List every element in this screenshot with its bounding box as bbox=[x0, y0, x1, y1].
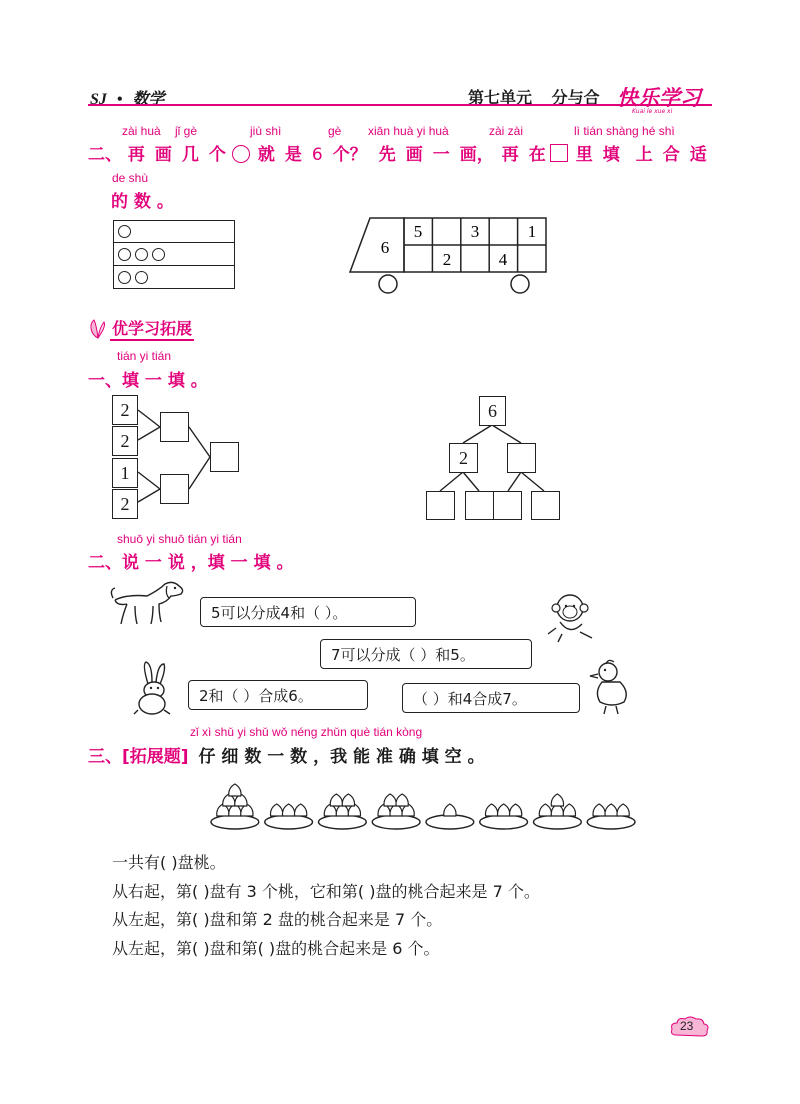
circle-icon bbox=[118, 271, 131, 284]
right-tree-top-box: 6 bbox=[479, 396, 506, 426]
s2-pinyin-1: zài huà bbox=[122, 124, 161, 138]
right-tree-mid-left-box: 2 bbox=[449, 443, 478, 473]
s2-w19: 合 bbox=[662, 145, 680, 165]
peach-icon bbox=[510, 804, 522, 816]
logo-text: SJ bbox=[90, 91, 107, 108]
question-4: 从左起，第( )盘和第( )盘的桃合起来是 6 个。 bbox=[112, 939, 440, 958]
s2-w10: 画 bbox=[405, 145, 423, 165]
p3-tag-wrap: [拓展题] bbox=[122, 747, 189, 767]
s2-line1 bbox=[128, 145, 707, 165]
train-figure bbox=[348, 215, 553, 297]
peach-icon bbox=[342, 794, 354, 806]
s2-w17: 填 bbox=[602, 145, 620, 165]
peach-plate bbox=[587, 804, 635, 829]
left-tree-box-1[interactable]: 2 bbox=[112, 395, 138, 425]
s2-w14: 在 bbox=[528, 145, 546, 165]
right-tree-leaf-3[interactable] bbox=[493, 491, 522, 520]
question-2: 从右起，第( )盘有 3 个桃，它和第( )盘的桃合起来是 7 个。 bbox=[112, 882, 540, 901]
s2-w3: 个 bbox=[208, 145, 226, 165]
s2-line2: 的 数 。 bbox=[111, 192, 174, 212]
p1-title: 填 一 填 。 bbox=[122, 371, 208, 391]
unit-topic: 分与合 bbox=[551, 88, 600, 107]
s2-pinyin-line2: de shù bbox=[112, 171, 149, 185]
circle-icon bbox=[232, 145, 250, 163]
question-1: 一共有( )盘桃。 bbox=[112, 853, 226, 872]
s2-w18: 上 bbox=[635, 145, 653, 165]
peach-plate bbox=[319, 794, 367, 829]
peach-plate bbox=[426, 804, 474, 829]
subject-label: 数学 bbox=[132, 91, 165, 108]
right-tree-leaf-4[interactable] bbox=[531, 491, 560, 520]
expansion-title bbox=[110, 316, 194, 341]
s2-w0: 再 bbox=[127, 145, 145, 165]
circle-icon bbox=[118, 248, 131, 261]
s2-pinyin-3: jiù shì bbox=[250, 124, 282, 138]
bubble-2[interactable] bbox=[320, 639, 532, 669]
bubble-1-text: 5可以分成4和（ ）。 bbox=[211, 603, 348, 622]
peach-icon bbox=[605, 804, 617, 816]
circle-icon bbox=[118, 225, 131, 238]
left-tree-result-box[interactable] bbox=[210, 442, 239, 472]
p3-number: 三、 bbox=[88, 747, 122, 767]
p2-pinyin: shuō yi shuō tián yi tián bbox=[117, 532, 242, 546]
peach-icon bbox=[593, 804, 605, 816]
s2-w9: 先 bbox=[378, 145, 396, 165]
p3-title-line bbox=[88, 742, 485, 767]
unit-number: 第七单元 bbox=[468, 88, 533, 107]
peach-icon bbox=[539, 804, 551, 816]
s2-w13: 再 bbox=[501, 145, 519, 165]
peach-icon bbox=[295, 804, 307, 816]
left-tree-mid-box-1[interactable] bbox=[160, 412, 189, 442]
s2-pinyin-7: lì tián shàng hé shì bbox=[574, 124, 675, 138]
page-number: 23 bbox=[680, 1019, 694, 1033]
monkey-icon bbox=[542, 592, 598, 644]
brand-text: 快乐学习 bbox=[617, 86, 701, 110]
butterfly-icon bbox=[88, 318, 108, 340]
s2-w8: 个？ bbox=[332, 145, 367, 165]
peach-plate bbox=[480, 804, 528, 829]
s2-w12: 画， bbox=[459, 145, 494, 165]
bubble-3[interactable] bbox=[188, 680, 368, 710]
wheel-right-icon bbox=[511, 275, 529, 293]
s2-pinyin-4: gè bbox=[328, 124, 342, 138]
peach-icon bbox=[563, 804, 575, 816]
p3-pinyin: zǐ xì shǔ yi shǔ wǒ néng zhǔn què tián kòng bbox=[190, 725, 423, 739]
peach-icon bbox=[384, 794, 396, 806]
s2-w20: 适 bbox=[689, 145, 707, 165]
circle-icon bbox=[135, 248, 148, 261]
header-rule bbox=[88, 104, 712, 106]
peach-icon bbox=[444, 804, 456, 816]
train-cab bbox=[350, 218, 404, 272]
s2-pinyin-6: zài zài bbox=[489, 124, 524, 138]
p1-title-line bbox=[88, 366, 208, 391]
brand-pinyin: Kuai le xue xi bbox=[632, 108, 673, 115]
bubble-4-text: （ ）和4合成7。 bbox=[413, 689, 527, 708]
grid-row-1 bbox=[113, 220, 235, 243]
s2-w1: 画 bbox=[154, 145, 172, 165]
right-tree-leaf-2[interactable] bbox=[465, 491, 494, 520]
right-tree-mid-right-box[interactable] bbox=[507, 443, 536, 473]
peach-plate bbox=[534, 794, 582, 829]
square-box-icon bbox=[550, 144, 568, 162]
train-left-number: 6 bbox=[380, 238, 390, 257]
peach-icon bbox=[551, 794, 563, 806]
p2-title-line bbox=[88, 548, 294, 573]
s2-w7: 6 bbox=[311, 145, 323, 165]
peach-plate bbox=[211, 784, 259, 829]
s2-w16: 里 bbox=[575, 145, 593, 165]
s2-number: 二、 bbox=[88, 145, 122, 165]
question-3: 从左起，第( )盘和第 2 盘的桃合起来是 7 个。 bbox=[112, 910, 443, 929]
rabbit-icon bbox=[128, 660, 178, 716]
peach-icon bbox=[617, 804, 629, 816]
left-tree-box-4[interactable]: 2 bbox=[112, 489, 138, 519]
s2-pinyin-5: xiān huà yi huà bbox=[368, 124, 449, 138]
expansion-label: 优学习拓展 bbox=[112, 319, 193, 338]
bubble-3-text: 2和（ ）合成6。 bbox=[199, 686, 313, 705]
bubble-2-text: 7可以分成（ ）和5。 bbox=[331, 645, 475, 664]
p1-pinyin: tián yi tián bbox=[117, 349, 172, 363]
wheel-left-icon bbox=[379, 275, 397, 293]
peach-plates bbox=[208, 778, 638, 834]
left-tree-mid-box-2[interactable] bbox=[160, 474, 189, 504]
peach-icon bbox=[486, 804, 498, 816]
train-top-4: 1 bbox=[527, 222, 537, 241]
p2-number: 二、 bbox=[88, 553, 122, 573]
s2-pinyin-2: jǐ gè bbox=[175, 124, 198, 138]
peach-icon bbox=[330, 794, 342, 806]
peach-plate bbox=[265, 804, 313, 829]
s2-question-line1 bbox=[88, 140, 718, 165]
left-tree-box-3[interactable]: 1 bbox=[112, 458, 138, 488]
peach-icon bbox=[229, 784, 241, 796]
bubble-4[interactable] bbox=[402, 683, 580, 713]
grid-row-3 bbox=[113, 266, 235, 289]
p3-title: 仔 细 数 一 数 ，我 能 准 确 填 空 。 bbox=[198, 747, 485, 767]
circle-grid bbox=[113, 220, 235, 289]
train-bottom-1: 2 bbox=[442, 250, 452, 269]
duck-icon bbox=[588, 658, 634, 716]
circle-icon bbox=[135, 271, 148, 284]
peach-icon bbox=[271, 804, 283, 816]
logo-dot: • bbox=[116, 91, 123, 108]
s2-w5: 就 bbox=[257, 145, 275, 165]
train-bottom-3: 4 bbox=[498, 250, 508, 269]
circle-icon bbox=[152, 248, 165, 261]
peach-icon bbox=[396, 794, 408, 806]
left-tree-box-2[interactable]: 2 bbox=[112, 426, 138, 456]
grid-row-2 bbox=[113, 243, 235, 266]
s2-w11: 一 bbox=[432, 145, 450, 165]
expansion-header bbox=[88, 316, 194, 341]
dog-icon bbox=[107, 578, 189, 630]
page-number-badge bbox=[670, 1015, 710, 1039]
p2-title: 说 一 说 ，填 一 填 。 bbox=[122, 553, 294, 573]
right-tree-leaf-1[interactable] bbox=[426, 491, 455, 520]
train-top-0: 5 bbox=[413, 222, 423, 241]
p1-number: 一、 bbox=[88, 371, 122, 391]
peach-icon bbox=[283, 804, 295, 816]
s2-w2: 几 bbox=[181, 145, 199, 165]
peach-icon bbox=[498, 804, 510, 816]
bubble-1[interactable] bbox=[200, 597, 416, 627]
p3-tag: 拓展题 bbox=[129, 747, 181, 767]
train-top-2: 3 bbox=[470, 222, 480, 241]
peach-plate bbox=[372, 794, 420, 829]
s2-w6: 是 bbox=[284, 145, 302, 165]
